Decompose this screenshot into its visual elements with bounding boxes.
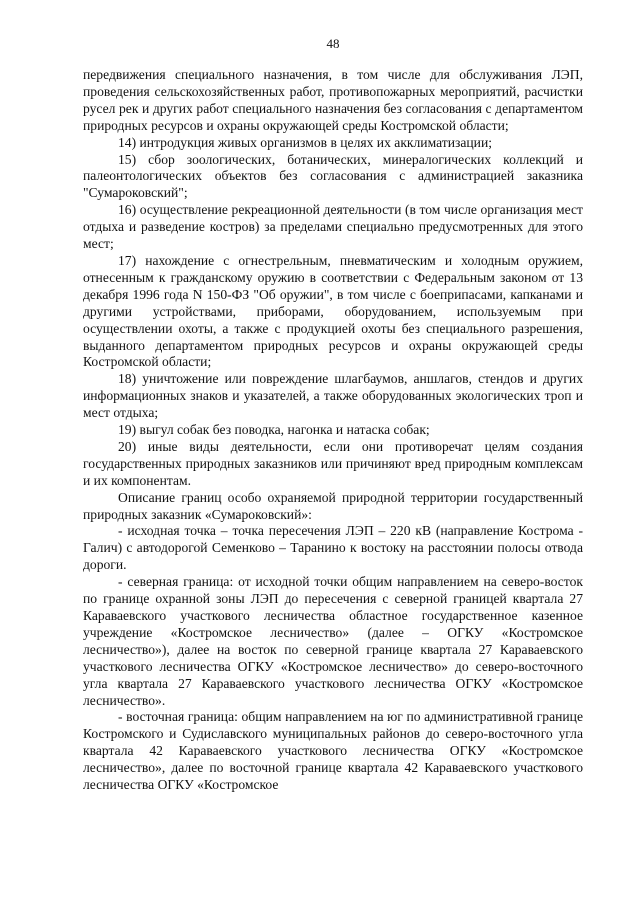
- list-item-16: 16) осуществление рекреационной деятельности (в том числе организация мест отдыха и разведение костров) за пределами специально предусмотренных для этого мест;: [83, 202, 583, 252]
- boundary-east: - восточная граница: общим направлением на юг по административной границе Костромского и Судиславского муниципальных районов до северо-восточного угла квартала 42 Караваевского участкового лесничества ОГКУ «Костромское лесничество», далее по восточной границе квартала 42 Караваевского участкового лесничества ОГКУ «Костромское: [83, 709, 583, 793]
- list-item-18: 18) уничтожение или повреждение шлагбаумов, аншлагов, стендов и других информационных знаков и указателей, а также оборудованных экологических троп и мест отдыха;: [83, 371, 583, 421]
- page-number: 48: [326, 36, 340, 51]
- boundary-north: - северная граница: от исходной точки общим направлением на северо-восток по границе охранной зоны ЛЭП до пересечения с северной границей квартала 27 Караваевского участкового лесничества областное государственное казенное учреждение «Костромское лесничество» (далее – ОГКУ «Костромское лесничество»), далее на восток по северной границе квартала 27 Караваевского участкового лесничества ОГКУ «Костромское лесничество» до северо-восточного угла квартала 27 Караваевского участкового лесничества ОГКУ «Костромское лесничество».: [83, 574, 583, 708]
- list-item-20: 20) иные виды деятельности, если они противоречат целям создания государственных природных заказников или причиняют вред природным комплексам и их компонентам.: [83, 438, 583, 488]
- boundary-start-point: - исходная точка – точка пересечения ЛЭП – 220 кВ (направление Кострома - Галич) с автодорогой Семенково – Таранино к востоку на расстоянии полосы отвода дороги.: [83, 523, 583, 573]
- boundaries-heading-paragraph: Описание границ особо охраняемой природной территории государственный природных заказник «Сумароковский»:: [83, 489, 583, 522]
- list-item-19: 19) выгул собак без поводка, нагонка и натаска собак;: [118, 422, 430, 438]
- paragraph-continuation: передвижения специального назначения, в том числе для обслуживания ЛЭП, проведения сельскохозяйственных работ, противопожарных мероприятий, расчистки русел рек и других работ специального назначения без согласования с департаментом природных ресурсов и охраны окружающей среды Костромской области;: [83, 67, 583, 133]
- list-item-14: 14) интродукция живых организмов в целях их акклиматизации;: [118, 134, 492, 150]
- list-item-17: 17) нахождение с огнестрельным, пневматическим и холодным оружием, отнесенным к гражданскому оружию в соответствии с Федеральным законом от 13 декабря 1996 года N 150-ФЗ "Об оружии", в том числе с боеприпасами, капканами и другими устройствами, приборами, оборудованием, используемым при осуществлении охоты, а также с продукцией охоты без специального разрешения, выданного департаментом природных ресурсов и охраны окружающей среды Костромской области;: [83, 252, 583, 370]
- list-item-15: 15) сбор зоологических, ботанических, минералогических коллекций и палеонтологических объектов без согласования с администрацией заказника "Сумароковский";: [83, 151, 583, 201]
- document-body: [83, 67, 583, 794]
